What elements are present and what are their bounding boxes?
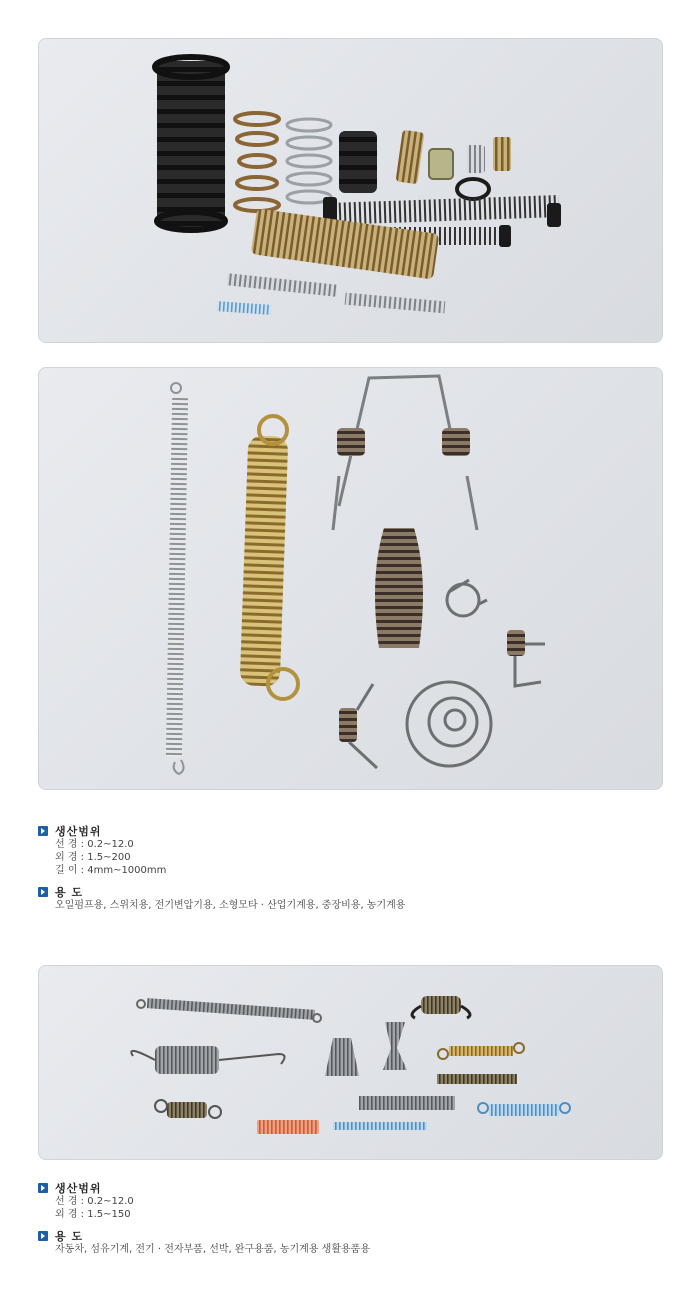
silver-long-spring-1 xyxy=(227,273,338,296)
bullet-arrow-icon xyxy=(38,1231,48,1241)
range-header xyxy=(38,824,658,838)
use-header xyxy=(38,1229,658,1243)
silver-conical-spring xyxy=(325,1038,359,1076)
use-title: 용 도 xyxy=(55,886,84,899)
bronze-small-extension-spring xyxy=(155,1100,221,1118)
yellow-extension-spring xyxy=(240,416,298,699)
use-text: 자동차, 섬유기계, 전기 · 전자부품, 선박, 완구용품, 농기계용 생활용품용 xyxy=(55,1244,370,1255)
extension-and-torsion-springs-photo xyxy=(38,367,663,790)
use-header xyxy=(38,885,658,899)
gray-long-extension-spring xyxy=(137,998,321,1022)
silver-long-spring-2 xyxy=(345,293,446,314)
double-torsion-spring xyxy=(333,376,477,530)
barrel-spring xyxy=(375,528,423,648)
silver-thin-spring xyxy=(333,1122,427,1130)
bronze-hooked-spring xyxy=(412,996,470,1018)
black-coil-spring xyxy=(155,57,227,230)
bronze-conical-spring xyxy=(235,113,279,211)
small-torsion-spring-2 xyxy=(507,630,545,686)
long-black-spring-upper xyxy=(323,195,561,227)
range-line-wire: 선 경 : 0.2~12.0 xyxy=(55,839,134,850)
silver-coil-spring xyxy=(287,119,331,203)
bullet-arrow-icon xyxy=(38,826,48,836)
bronze-medium-spring xyxy=(437,1074,517,1084)
range-title: 생산범위 xyxy=(55,1182,102,1195)
bullet-arrow-icon xyxy=(38,887,48,897)
blue-small-spring xyxy=(217,301,272,315)
small-brass-spring xyxy=(395,130,424,185)
gray-large-extension-spring xyxy=(131,1046,284,1074)
spec-section-1 xyxy=(38,824,658,912)
compression-springs-photo xyxy=(38,38,663,343)
small-torsion-spring-1 xyxy=(447,580,487,616)
small-black-spring xyxy=(339,131,377,193)
spiral-spring xyxy=(407,682,491,766)
extension-springs-photo xyxy=(38,965,663,1160)
range-header xyxy=(38,1181,658,1195)
bullet-arrow-icon xyxy=(38,1183,48,1193)
black-ring-spring xyxy=(457,179,489,199)
small-green-spring xyxy=(429,149,453,179)
range-line-outer: 외 경 : 1.5~200 xyxy=(55,852,131,863)
use-title: 용 도 xyxy=(55,1230,84,1243)
brass-extension-spring xyxy=(438,1043,524,1059)
range-line-length: 길 이 : 4mm~1000mm xyxy=(55,865,167,876)
gray-medium-spring xyxy=(359,1096,455,1110)
spec-section-2 xyxy=(38,1181,658,1256)
tiny-brass-spring xyxy=(493,137,511,171)
range-line-outer: 외 경 : 1.5~150 xyxy=(55,1209,131,1220)
small-torsion-spring-3 xyxy=(339,684,377,768)
range-title: 생산범위 xyxy=(55,825,102,838)
silver-hourglass-spring xyxy=(383,1022,407,1070)
range-line-wire: 선 경 : 0.2~12.0 xyxy=(55,1196,134,1207)
small-silver-spring xyxy=(467,145,485,173)
use-text: 오일펌프용, 스위치용, 전기변압기용, 소형모타 · 산업기계용, 중장비용, 농기계용 xyxy=(55,900,406,911)
copper-spring xyxy=(257,1120,319,1134)
blue-extension-spring xyxy=(478,1103,570,1116)
zinc-extension-spring xyxy=(166,383,188,774)
